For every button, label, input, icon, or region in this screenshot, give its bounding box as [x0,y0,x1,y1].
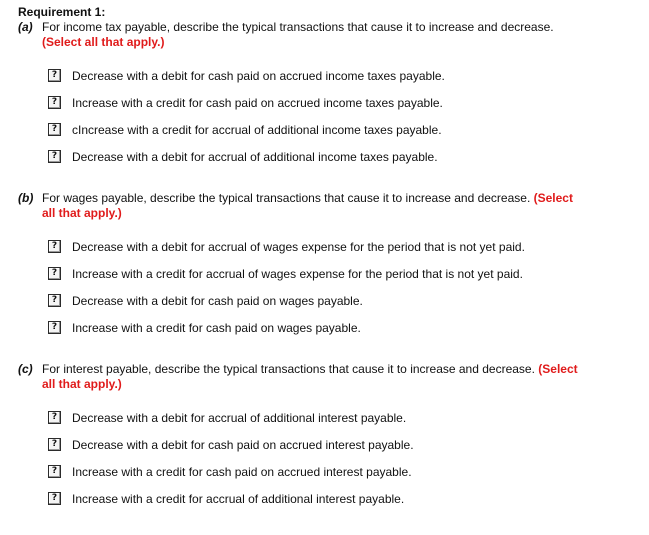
question-a-select-instruction: (Select all that apply.) [42,35,165,49]
checkbox-help-icon[interactable]: ? [48,123,61,136]
checkbox-help-icon[interactable]: ? [48,96,61,109]
option-c-3[interactable] [48,465,412,480]
option-label: Increase with a credit for cash paid on accrued income taxes payable. [72,96,443,110]
option-label: Decrease with a debit for cash paid on accrued income taxes payable. [72,69,445,83]
option-c-2[interactable] [48,438,414,453]
question-b [18,191,638,221]
requirement-title: Requirement 1: [18,5,106,19]
question-a-text: For income tax payable, describe the typical transactions that cause it to increase and decrease. [42,20,554,34]
option-a-4[interactable] [48,150,438,165]
question-a-letter: (a) [18,20,33,34]
question-c-letter: (c) [18,362,33,376]
option-c-1[interactable] [48,411,406,426]
question-b-text: For wages payable, describe the typical transactions that cause it to increase and decrease. [42,191,531,205]
question-b-select-instruction-cont: all that apply.) [42,206,122,220]
option-label: cIncrease with a credit for accrual of additional income taxes payable. [72,123,442,137]
checkbox-help-icon[interactable]: ? [48,150,61,163]
option-label: Increase with a credit for accrual of additional interest payable. [72,492,405,506]
checkbox-help-icon[interactable]: ? [48,267,61,280]
option-label: Increase with a credit for cash paid on accrued interest payable. [72,465,412,479]
question-c-text: For interest payable, describe the typical transactions that cause it to increase and decrease. [42,362,535,376]
option-label: Decrease with a debit for cash paid on wages payable. [72,294,363,308]
question-c [18,362,638,392]
question-a [18,20,638,50]
checkbox-help-icon[interactable]: ? [48,465,61,478]
option-label: Decrease with a debit for accrual of additional income taxes payable. [72,150,438,164]
checkbox-help-icon[interactable]: ? [48,411,61,424]
option-label: Increase with a credit for cash paid on wages payable. [72,321,361,335]
option-b-1[interactable] [48,240,525,255]
checkbox-help-icon[interactable]: ? [48,321,61,334]
checkbox-help-icon[interactable]: ? [48,240,61,253]
option-b-2[interactable] [48,267,523,282]
question-c-select-instruction-cont: all that apply.) [42,377,122,391]
option-c-4[interactable] [48,492,404,507]
question-c-select-instruction: (Select [538,362,578,376]
option-label: Increase with a credit for accrual of wages expense for the period that is not yet paid. [72,267,523,281]
option-b-3[interactable] [48,294,363,309]
question-b-select-instruction: (Select [533,191,573,205]
checkbox-help-icon[interactable]: ? [48,69,61,82]
checkbox-help-icon[interactable]: ? [48,294,61,307]
option-b-4[interactable] [48,321,361,336]
checkbox-help-icon[interactable]: ? [48,438,61,451]
option-a-3[interactable] [48,123,442,138]
question-b-letter: (b) [18,191,34,205]
option-label: Decrease with a debit for cash paid on accrued interest payable. [72,438,414,452]
checkbox-help-icon[interactable]: ? [48,492,61,505]
option-a-1[interactable] [48,69,445,84]
option-a-2[interactable] [48,96,443,111]
option-label: Decrease with a debit for accrual of wages expense for the period that is not yet paid. [72,240,525,254]
option-label: Decrease with a debit for accrual of additional interest payable. [72,411,407,425]
